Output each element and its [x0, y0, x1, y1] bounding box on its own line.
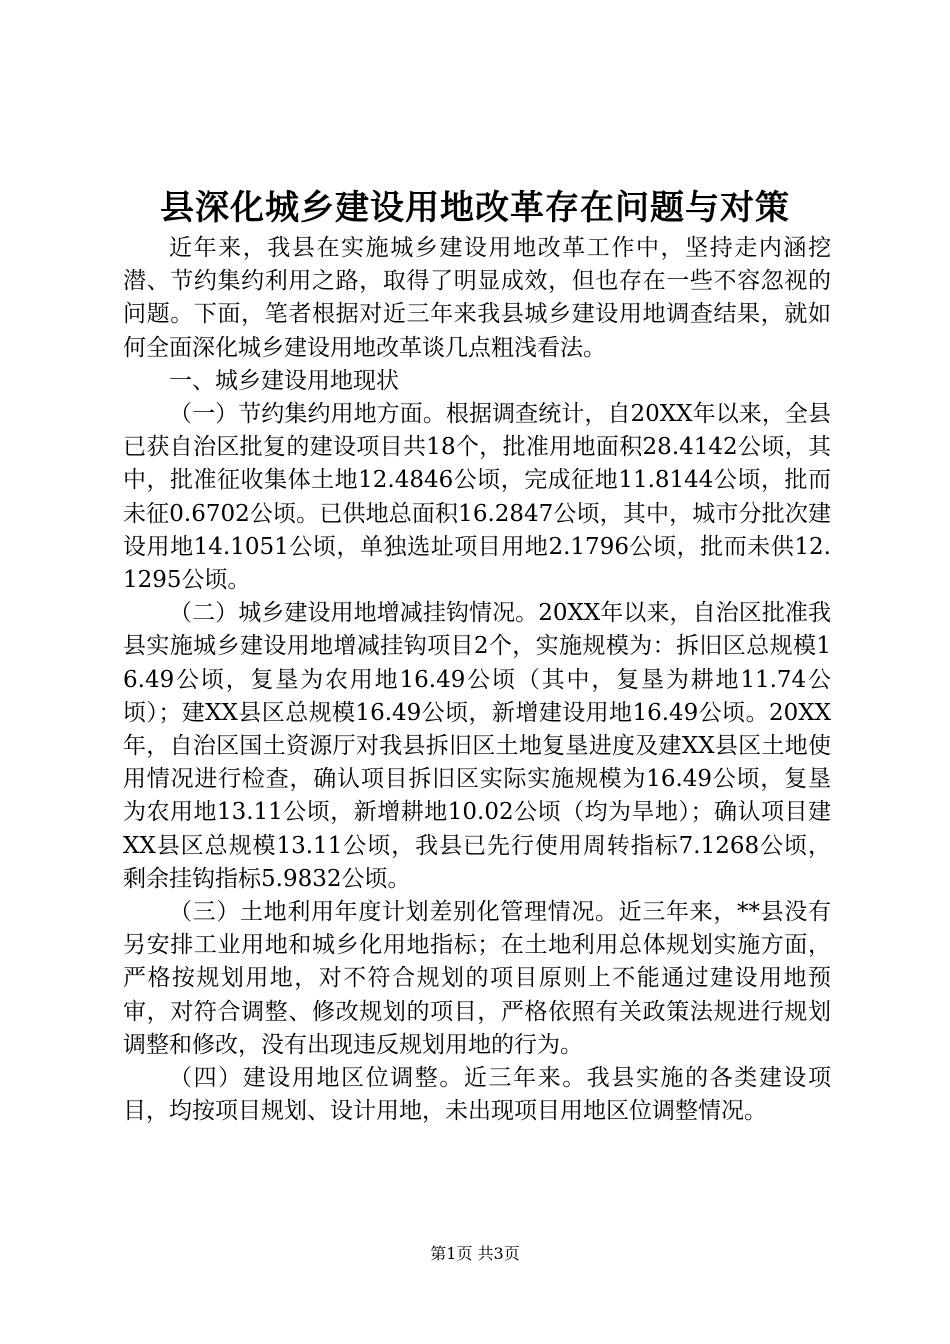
paragraph-location-adjustment: （四）建设用地区位调整。近三年来。我县实施的各类建设项目，均按项目规划、设计用地，未出现项目用地区位调整情况。: [123, 1065, 831, 1125]
document-title: 县深化城乡建设用地改革存在问题与对策: [160, 188, 790, 228]
intro-paragraph: 近年来，我县在实施城乡建设用地改革工作中，坚持走内涵挖潜、节约集约利用之路，取得了明显成效，但也存在一些不容忽视的问题。下面，笔者根据对近三年来我县城乡建设用地调查结果，就如何全面深化城乡建设用地改革谈几点粗浅看法。: [123, 235, 831, 361]
paragraph-land-saving: （一）节约集约用地方面。根据调查统计，自20XX年以来，全县已获自治区批复的建设项目共18个，批准用地面积28.4142公顷，其中，批准征收集体土地12.4846公顷，完成征地11.8144公顷，批而未征0.6702公顷。已供地总面积16.2847公顷，其中，城市分批次建设用地14.1051公顷，单独选址项目用地2.1796公顷，批而未供12.1295公顷。: [123, 401, 831, 594]
page-number-footer: 第1页 共3页: [430, 1244, 520, 1263]
document-body: [123, 232, 831, 1128]
paragraph-annual-plan: （三）土地利用年度计划差别化管理情况。近三年来，**县没有另安排工业用地和城乡化用地指标；在土地利用总体规划实施方面，严格按规划用地，对不符合规划的项目原则上不能通过建设用地预审，对符合调整、修改规划的项目，严格依照有关政策法规进行规划调整和修改，没有出现违反规划用地的行为。: [123, 899, 831, 1058]
paragraph-linkage: （二）城乡建设用地增减挂钩情况。20XX年以来，自治区批准我县实施城乡建设用地增减挂钩项目2个，实施规模为：拆旧区总规模16.49公顷，复垦为农用地16.49公顷（其中，复垦为耕地11.74公顷）；建XX县区总规模16.49公顷，新增建设用地16.49公顷。20XX年，自治区国土资源厅对我县拆旧区土地复垦进度及建XX县区土地使用情况进行检查，确认项目拆旧区实际实施规模为16.49公顷，复垦为农用地13.11公顷，新增耕地10.02公顷（均为旱地）；确认项目建XX县区总规模13.11公顷，我县已先行使用周转指标7.1268公顷，剩余挂钩指标5.9832公顷。: [123, 600, 831, 892]
section-heading: 一、城乡建设用地现状: [169, 367, 399, 394]
